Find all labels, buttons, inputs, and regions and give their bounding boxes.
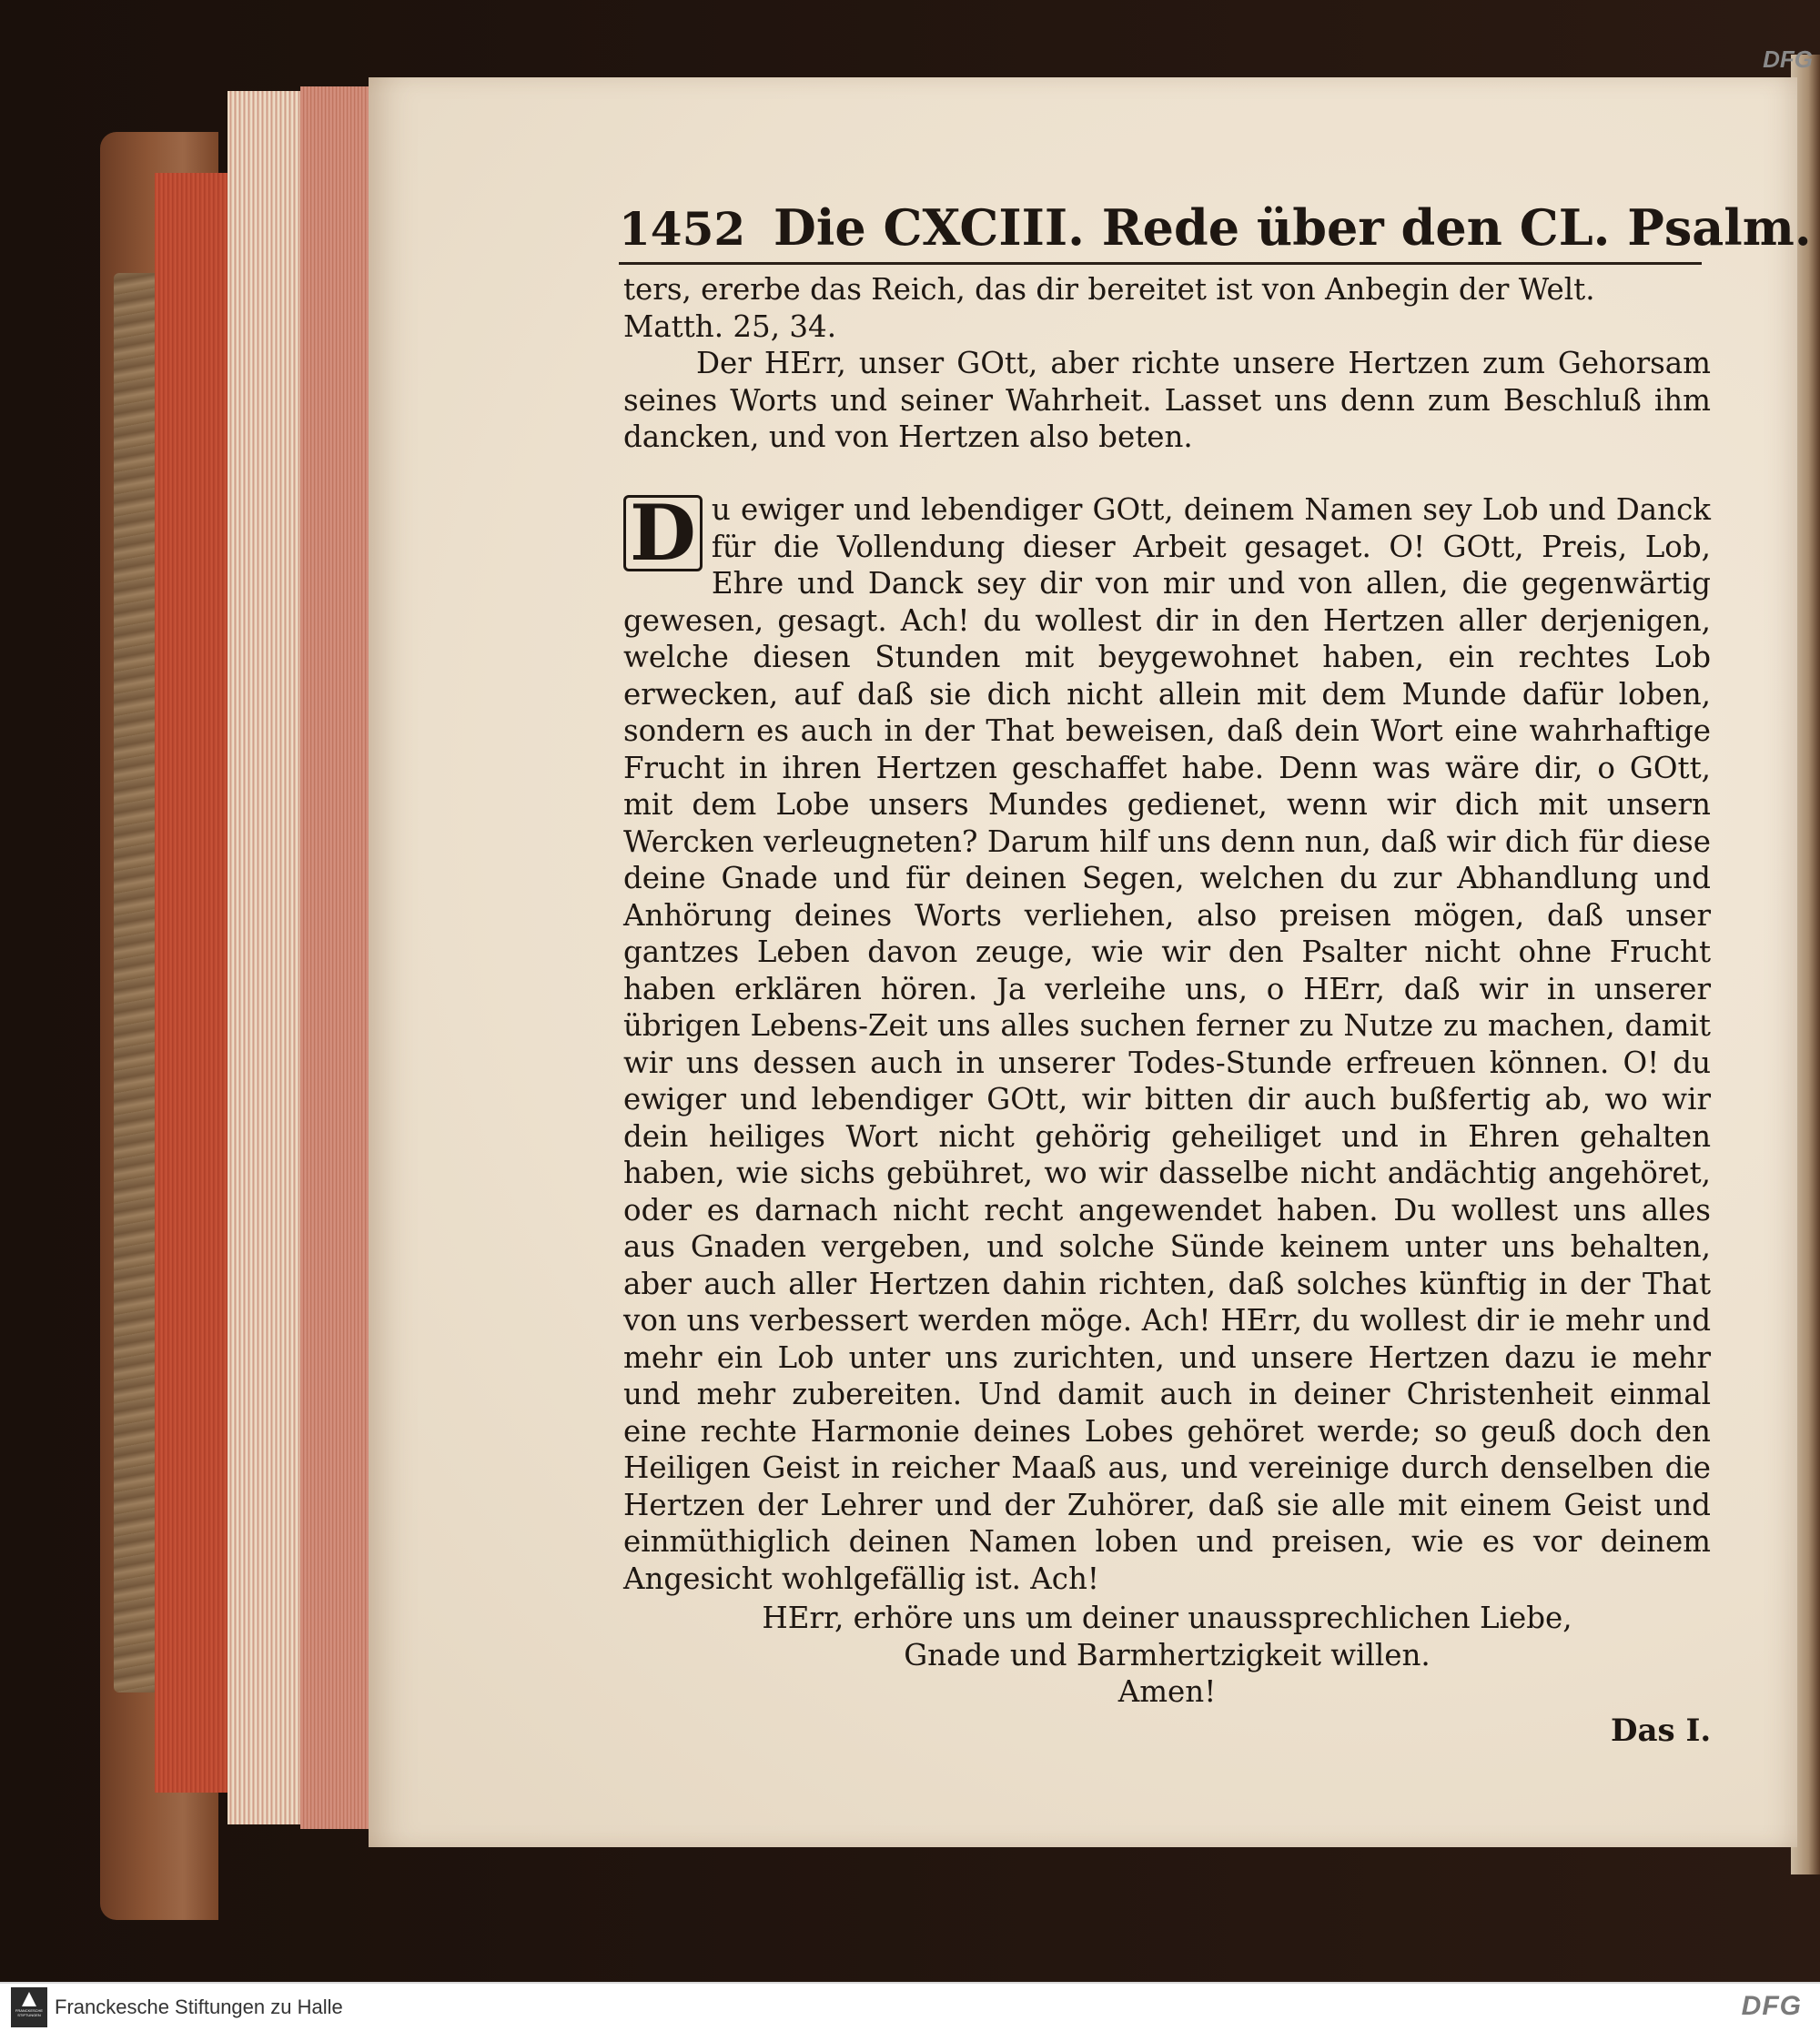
viewer-footer: [0, 1982, 1820, 2031]
continuation-line: ters, ererbe das Reich, das dir bereitet ist von Anbegin der Welt.: [623, 272, 1595, 307]
continuation-paragraph: Der HErr, unser GOtt, aber richte unsere Hertzen zum Gehorsam seines Worts und seiner Wahrheit. Lasset uns denn zum Beschluß ihm dancken, und von Hertzen also beten.: [623, 346, 1711, 454]
dfg-logo[interactable]: DFG: [1741, 1991, 1802, 2021]
closing-lines: [623, 1600, 1711, 1711]
institution-logo[interactable]: [11, 1987, 47, 2027]
logo-icon: [22, 1992, 36, 2006]
institution-name[interactable]: Franckesche Stiftungen zu Halle: [55, 1996, 343, 2018]
continuation-line: Matth. 25, 34.: [623, 308, 837, 344]
page-edges-tinted: [300, 86, 373, 1829]
closing-line-2: Gnade und Barmhertzigkeit willen.: [904, 1637, 1431, 1672]
top-dfg-badge: DFG: [1763, 45, 1813, 73]
page-header: [619, 198, 1812, 266]
closing-line-1: HErr, erhöre uns um deiner unaussprechlichen Liebe,: [762, 1601, 1572, 1635]
catchword: Das I.: [1611, 1713, 1712, 1749]
continuation-text: [623, 271, 1711, 456]
logo-text: FRANCKESCHE STIFTUNGEN: [15, 2008, 44, 2017]
prayer-text: u ewiger und lebendiger GOtt, deinem Namen sey Lob und Danck für die Vollendung dieser Arbeit gesaget. O! GOtt, Preis, Lob, Ehre und Danck sey dir von mir und von allen, die gegenwärtig gewesen, gesagt. Ach! du wollest dir in den Hertzen aller derjenigen, welche diesen Stunden mit beygewohnet haben, ein rechtes Lob erwecken, auf daß sie dich nicht allein mit dem Munde dafür loben, sondern es auch in der That beweisen, daß dein Wort eine wahrhaftige Frucht in ihren Hertzen geschaffet habe. Denn was wäre dir, o GOtt, mit dem Lobe unsers Mundes gedienet, wenn wir dich mit unsern Wercken verleugneten? Darum hilf uns denn nun, daß wir dich für diese deine Gnade und für deinen Segen, welchen du zur Abhandlung und Anhörung deines Worts verliehen, also preisen mögen, daß unser gantzes Leben davon zeuge, wie wir den Psalter nicht ohne Frucht haben erklären hören. Ja verleihe uns, o HErr, daß wir in unserer übrigen Lebens-Zeit uns alles suchen ferner zu Nutze zu machen, damit wir uns dessen auch in unserer Todes-Stunde erfreuen können. O! du ewiger und lebendiger GOtt, wir bitten dir auch bußfertig ab, wo wir dein heiliges Wort nicht gehörig geheiliget und in Ehren gehalten haben, wie sichs gebühret, wo wir dasselbe nicht andächtig angehöret, oder es darnach nicht recht angewendet haben. Du wollest uns alles aus Gnaden vergeben, und solche Sünde keinem unter uns behalten, aber auch aller Hertzen dahin richten, daß solches künftig in der That von uns verbessert werden möge. Ach! HErr, du wollest dir ie mehr und mehr ein Lob unter uns zurichten, und unsere Hertzen dazu ie mehr und mehr zubereiten. Und damit auch in deiner Christenheit einmal eine rechte Harmonie deines Lobes gehöret werde; so geuß doch den Heiligen Geist in reicher Maaß aus, und vereinige durch denselben die Hertzen der Lehrer und der Zuhörer, daß sie alle mit einem Geist und einmüthiglich deinen Namen loben und preisen, wie es vor deinem Angesicht wohlgefällig ist. Ach!: [623, 492, 1711, 1596]
closing-line-3: Amen!: [1117, 1674, 1217, 1709]
running-title: Die CXCIII. Rede über den CL. Psalm.: [774, 198, 1812, 257]
prayer-paragraph: [623, 488, 1711, 1597]
drop-cap: D: [623, 495, 703, 571]
page-number: 1452: [619, 202, 746, 256]
header-rule: [619, 262, 1702, 265]
page-edges-red: [155, 173, 228, 1793]
